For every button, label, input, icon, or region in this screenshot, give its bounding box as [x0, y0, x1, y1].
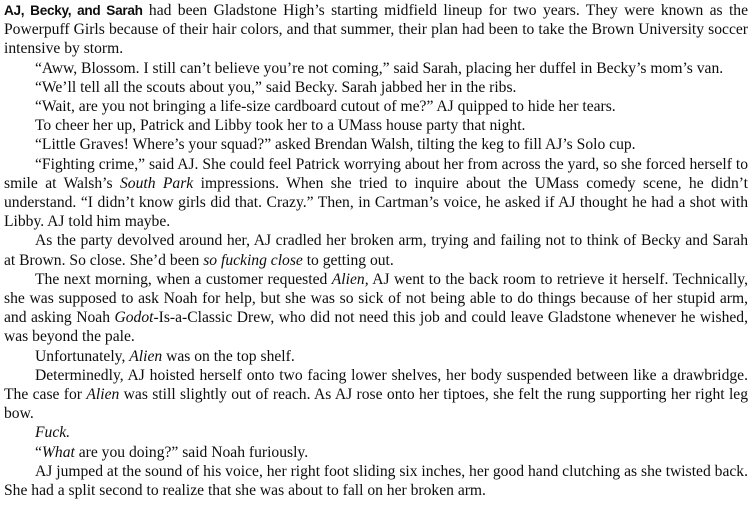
- paragraph: [4, 116, 748, 135]
- text-run: “Aww, Blossom. I still can’t believe you’re not coming,” said Sarah, placing her duffel in Becky’s mom’s van.: [35, 59, 724, 77]
- text-run: AJ jumped at the sound of his voice, her right foot sliding six inches, her good hand clutching as she twisted back. She had a split second to realize that she was about to fall on her broken arm.: [4, 462, 748, 500]
- italic-text-run: Alien,: [331, 270, 369, 288]
- italic-text-run: Fuck.: [35, 424, 71, 442]
- paragraph: [4, 135, 748, 154]
- paragraph: [4, 231, 748, 269]
- text-run: “Fighting crime,” said AJ. She could feel Patrick worrying about her from across the yard, so she forced herself to smile at Walsh’s: [4, 155, 748, 192]
- text-run: was still slightly out of reach. As AJ rose onto her tiptoes, she felt the rung supporting her right leg bow.: [4, 386, 748, 423]
- text-run: are you doing?” said Noah furiously.: [74, 443, 309, 461]
- paragraph: [4, 1, 748, 59]
- text-run: to getting out.: [302, 251, 394, 269]
- paragraph: [4, 78, 748, 97]
- text-run: AJ went to the back room to retrieve it herself. Technically, she was supposed to ask Noah for help, but she was so sick of not being able to do things because of her stupid arm, and asking Noah: [4, 270, 748, 327]
- paragraph: [4, 366, 748, 424]
- paragraph: [4, 270, 748, 347]
- text-run: impressions. When she tried to inquire about the UMass comedy scene, he didn’t understand. “I didn’t know girls did that. Crazy.” Then, in Cartman’s voice, he asked if AJ thought he had a shot with Libby. AJ told him maybe.: [4, 174, 748, 231]
- text-run: The next morning, when a customer requested: [35, 270, 332, 288]
- text-run: “: [35, 443, 42, 461]
- text-run: “Little Graves! Where’s your squad?” asked Brendan Walsh, tilting the keg to fill AJ’s Solo cup.: [35, 136, 636, 154]
- lead-in-text: AJ, Becky, and Sarah: [4, 3, 143, 18]
- text-run: Determinedly, AJ hoisted herself onto two facing lower shelves, her body suspended between like a drawbridge. The case for: [4, 366, 748, 404]
- italic-text-run: What: [41, 443, 75, 461]
- paragraph: [4, 59, 748, 78]
- italic-text-run: so fucking close: [203, 251, 303, 269]
- text-run: -Is-a-Classic Drew, who did not need this job and could leave Gladstone whenever he wished, was beyond the pale.: [4, 309, 748, 346]
- body-text: [4, 1, 748, 500]
- text-run: “We’ll tell all the scouts about you,” said Becky. Sarah jabbed her in the ribs.: [35, 78, 517, 96]
- italic-text-run: Alien: [129, 347, 163, 365]
- paragraph: [4, 347, 748, 366]
- paragraph: [4, 423, 748, 442]
- text-run: Unfortunately,: [35, 347, 130, 365]
- text-run: To cheer her up, Patrick and Libby took her to a UMass house party that night.: [35, 117, 526, 135]
- text-run: was on the top shelf.: [162, 347, 295, 365]
- paragraph: [4, 443, 748, 462]
- italic-text-run: South Park: [119, 174, 194, 192]
- paragraph: [4, 97, 748, 116]
- text-run: “Wait, are you not bringing a life-size cardboard cutout of me?” AJ quipped to hide her tears.: [35, 98, 616, 116]
- paragraph: [4, 462, 748, 500]
- italic-text-run: Alien: [86, 386, 120, 404]
- paragraph: [4, 155, 748, 232]
- italic-text-run: Godot: [114, 309, 154, 327]
- text-run: As the party devolved around her, AJ cradled her broken arm, trying and failing not to think of Becky and Sarah at Brown. So close. She’d been: [4, 232, 748, 269]
- text-run: had been Gladstone High’s starting midfield lineup for two years. They were known as the Powerpuff Girls because of their hair colors, and that summer, their plan had been to take the Brown University soccer intensive by storm.: [4, 2, 748, 58]
